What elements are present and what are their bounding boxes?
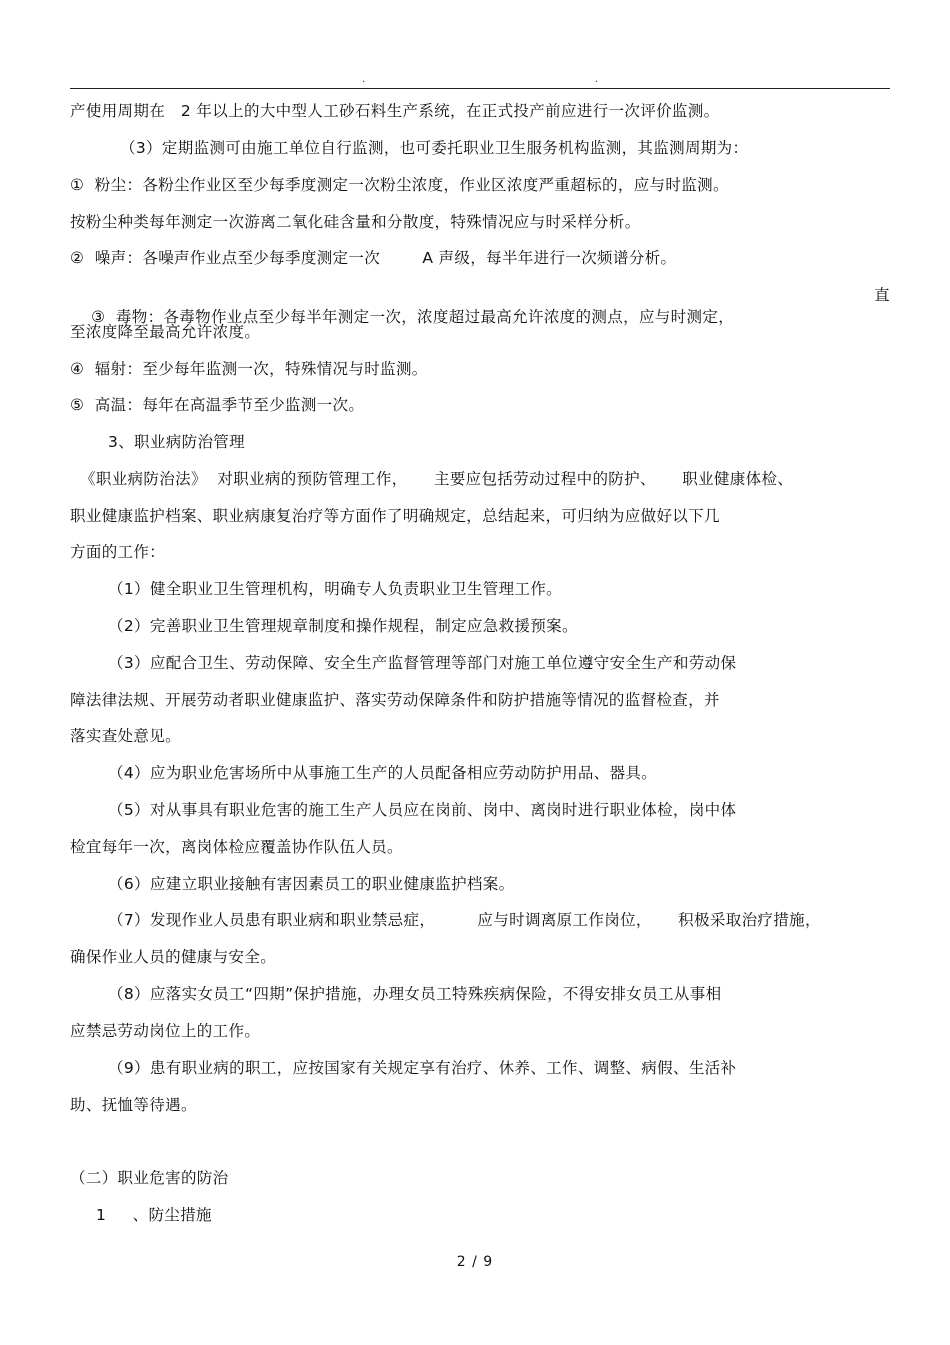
paragraph-line: 方面的工作： [70,543,166,561]
list-item-radiation: ④ 辐射：至少每年监测一次，特殊情况与时监测。 [70,360,428,378]
paragraph-line: 障法律法规、开展劳动者职业健康监护、落实劳动保障条件和防护措施等情况的监督检查，并 [70,691,720,709]
header-dot-right: . [595,74,599,85]
list-item-noise: ② 噪声：各噪声作业点至少每季度测定一次 A 声级，每半年进行一次频谱分析。 [70,249,677,267]
list-item: （8）应落实女员工“四期”保护措施，办理女员工特殊疾病保险，不得安排女员工从事相 [108,985,722,1003]
list-item-heat: ⑤ 高温：每年在高温季节至少监测一次。 [70,396,365,414]
list-item: （6）应建立职业接触有害因素员工的职业健康监护档案。 [108,875,515,893]
paragraph-line: 应禁忌劳动岗位上的工作。 [70,1022,261,1040]
section-heading: （二）职业危害的防治 [70,1169,229,1187]
list-item: （1）健全职业卫生管理机构，明确专人负责职业卫生管理工作。 [108,580,563,598]
paragraph-line: （3）定期监测可由施工单位自行监测，也可委托职业卫生服务机构监测，其监测周期为： [120,139,749,157]
list-item: （7）发现作业人员患有职业病和职业禁忌症， 应与时调离原工作岗位， 积极采取治疗措施， [108,911,821,929]
page-header [0,76,950,84]
section-heading: 3、职业病防治管理 [108,433,246,451]
paragraph-line: 助、抚恤等待遇。 [70,1096,197,1114]
paragraph-line: 职业健康监护档案、职业病康复治疗等方面作了明确规定，总结起来，可归纳为应做好以下几 [70,507,720,525]
paragraph-line-trailing: 直 [874,286,890,304]
paragraph-line-text: ③ 毒物：各毒物作业点至少每半年测定一次，浓度超过最高允许浓度的测点，应与时测定， [91,308,735,326]
list-item-toxic [70,284,890,326]
list-item: （5）对从事具有职业危害的施工生产人员应在岗前、岗中、离岗时进行职业体检，岗中体 [108,801,737,819]
list-item: （3）应配合卫生、劳动保障、安全生产监督管理等部门对施工单位遵守安全生产和劳动保 [108,654,737,672]
header-rule [70,88,890,89]
list-item: （9）患有职业病的职工，应按国家有关规定享有治疗、休养、工作、调整、病假、生活补 [108,1059,737,1077]
paragraph-line: 《职业病防治法》 对职业病的预防管理工作， 主要应包括劳动过程中的防护、 职业健康体检、 [80,470,794,488]
paragraph-line: 至浓度降至最高允许浓度。 [70,323,261,341]
list-item: （2）完善职业卫生管理规章制度和操作规程，制定应急救援预案。 [108,617,578,635]
paragraph-line: 落实查处意见。 [70,727,181,745]
paragraph-line: 产使用周期在 2 年以上的大中型人工砂石料生产系统，在正式投产前应进行一次评价监测。 [70,102,720,120]
header-dot-left: . [362,74,366,85]
subsection-heading: 1 、防尘措施 [96,1206,212,1224]
paragraph-line: 检宜每年一次，离岗体检应覆盖协作队伍人员。 [70,838,403,856]
list-item-dust: ① 粉尘：各粉尘作业区至少每季度测定一次粉尘浓度，作业区浓度严重超标的，应与时监测。 [70,176,729,194]
paragraph-line: 确保作业人员的健康与安全。 [70,948,277,966]
page-number: 2 / 9 [456,1254,494,1270]
paragraph-line: 按粉尘种类每年测定一次游离二氧化硅含量和分散度，特殊情况应与时采样分析。 [70,213,641,231]
list-item: （4）应为职业危害场所中从事施工生产的人员配备相应劳动防护用品、器具。 [108,764,658,782]
